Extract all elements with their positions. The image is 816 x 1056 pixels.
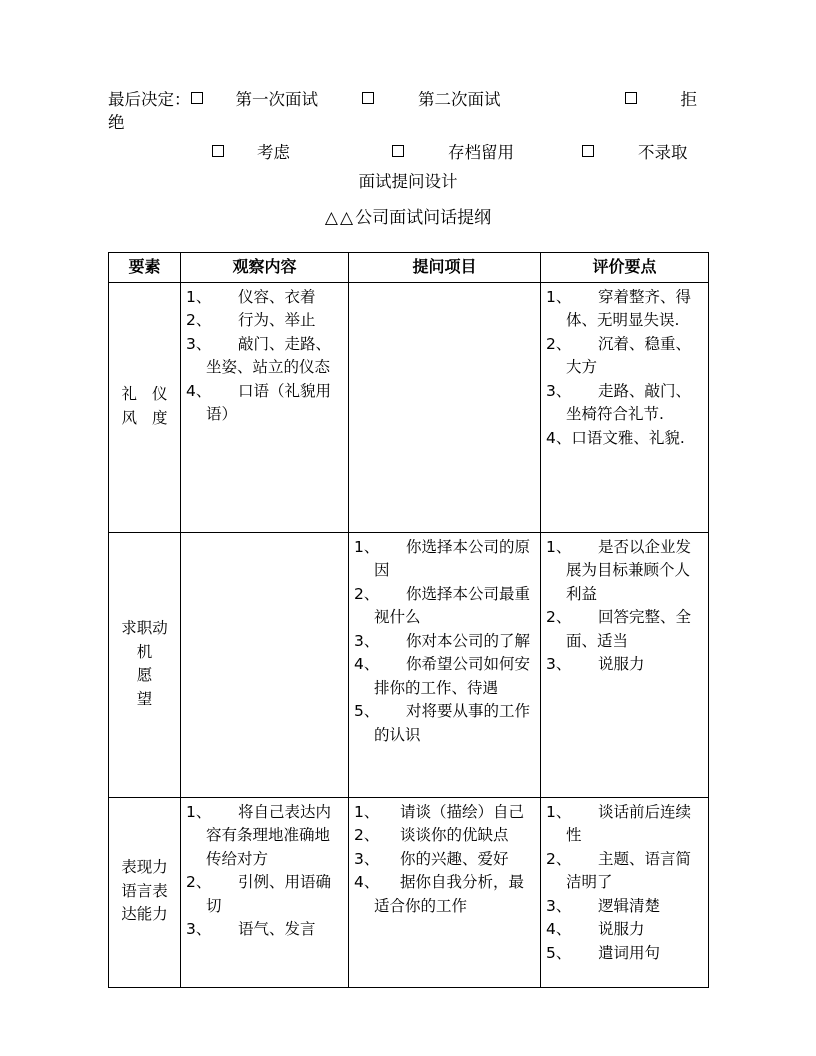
decision-row-2 <box>212 141 712 164</box>
decision-row-1-wrap <box>108 111 708 134</box>
questions-list <box>354 801 535 919</box>
questions-list <box>354 536 535 748</box>
document-subtitle-text: 公司面试问话提纲 <box>355 208 492 228</box>
list-item <box>546 333 703 380</box>
list-item-text: 回答完整、全面、适当 <box>566 608 692 650</box>
list-item <box>546 606 703 653</box>
table-row <box>109 282 709 532</box>
list-item-number: 1、 <box>354 537 380 556</box>
list-item <box>186 871 343 918</box>
evaluation-list <box>546 801 703 966</box>
list-item-number: 3、 <box>354 631 380 650</box>
cell-questions-2 <box>349 532 541 797</box>
cell-evaluation-3 <box>541 797 709 987</box>
list-item <box>354 824 535 848</box>
list-item-text: 说服力 <box>598 920 645 938</box>
list-item <box>546 848 703 895</box>
cell-element-2 <box>109 532 181 797</box>
list-item <box>354 653 535 700</box>
list-item-text: 据你自我分析，最适合你的工作 <box>374 873 525 915</box>
list-item <box>546 942 703 966</box>
list-item <box>546 380 703 427</box>
list-item-text: 敲门、走路、坐姿、站立的仪态 <box>206 334 332 376</box>
list-item-text: 请谈（描绘）自己 <box>400 802 525 821</box>
list-item-number: 4、 <box>546 428 572 447</box>
decision-option-second-interview: 第二次面试 <box>418 90 501 109</box>
list-item <box>354 536 535 583</box>
cell-evaluation-1 <box>541 282 709 532</box>
evaluation-list <box>546 286 703 451</box>
list-item-text: 你对本公司的了解 <box>406 631 531 650</box>
element-label-line: 风 度 <box>121 408 173 427</box>
list-item-number: 1、 <box>354 802 380 821</box>
list-item <box>354 871 535 918</box>
table-body <box>109 282 709 987</box>
list-item-number: 2、 <box>186 873 212 891</box>
decision-option-reject: 拒 <box>680 90 697 109</box>
list-item-number: 3、 <box>546 655 572 673</box>
list-item-number: 4、 <box>354 655 380 673</box>
checkbox-not-hired[interactable] <box>582 145 594 157</box>
triangle-placeholder-icon-2: △ <box>340 208 354 228</box>
list-item-text: 谈话前后连续性 <box>566 802 692 844</box>
element-label-line: 机 <box>136 642 153 661</box>
decision-option-first-interview: 第一次面试 <box>235 90 318 109</box>
cell-evaluation-2 <box>541 532 709 797</box>
list-item-text: 你希望公司如何安排你的工作、待遇 <box>374 655 531 697</box>
list-item <box>354 700 535 747</box>
document-title: 面试提问设计 <box>358 172 458 191</box>
list-item <box>546 801 703 848</box>
list-item-number: 1、 <box>546 287 572 306</box>
list-item-text: 将自己表达内容有条理地准确地传给对方 <box>206 802 332 868</box>
triangle-placeholder-icon-1: △ <box>324 208 338 228</box>
list-item <box>546 286 703 333</box>
list-item-text: 语气、发言 <box>238 920 316 938</box>
checkbox-reject[interactable] <box>625 92 637 104</box>
cell-questions-3 <box>349 797 541 987</box>
list-item <box>186 286 343 310</box>
decision-option-consider: 考虑 <box>257 143 290 162</box>
column-header-observation: 观察内容 <box>181 253 349 283</box>
list-item <box>354 583 535 630</box>
list-item-number: 2、 <box>186 311 212 329</box>
list-item-number: 2、 <box>354 826 380 844</box>
document-subtitle <box>0 206 816 230</box>
list-item <box>354 801 535 825</box>
list-item <box>186 380 343 427</box>
list-item-text: 走路、敲门、坐椅符合礼节. <box>566 381 692 423</box>
list-item-text: 穿着整齐、得体、无明显失误. <box>566 287 692 329</box>
list-item <box>546 427 703 451</box>
table-row <box>109 797 709 987</box>
checkbox-first-interview[interactable] <box>191 92 203 104</box>
list-item <box>354 630 535 654</box>
list-item-number: 5、 <box>546 943 572 962</box>
cell-observation-1 <box>181 282 349 532</box>
table-header-row <box>109 253 709 283</box>
list-item-text: 说服力 <box>598 655 645 673</box>
list-item <box>186 333 343 380</box>
column-header-evaluation: 评价要点 <box>541 253 709 283</box>
element-label-line: 礼 仪 <box>121 385 173 403</box>
element-label-line: 表现力 <box>121 858 168 877</box>
list-item-text: 遣词用句 <box>598 943 661 962</box>
list-item <box>186 309 343 333</box>
list-item-text: 对将要从事的工作的认识 <box>374 702 531 744</box>
list-item-text: 你选择本公司的原因 <box>374 537 531 579</box>
list-item <box>546 895 703 919</box>
cell-observation-2 <box>181 532 349 797</box>
list-item-number: 3、 <box>186 920 212 938</box>
element-label-line: 求职动 <box>121 619 168 637</box>
list-item-text: 是否以企业发展为目标兼顾个人利益 <box>566 537 692 603</box>
list-item <box>546 653 703 677</box>
column-header-questions: 提问项目 <box>349 253 541 283</box>
evaluation-list <box>546 536 703 677</box>
list-item-number: 4、 <box>354 873 380 891</box>
list-item-text: 口语（礼貌用语） <box>206 381 332 423</box>
final-decision-block <box>108 88 708 134</box>
table-row <box>109 532 709 797</box>
checkbox-second-interview[interactable] <box>362 92 374 104</box>
list-item-number: 2、 <box>546 608 572 626</box>
list-item-number: 2、 <box>546 849 572 868</box>
cell-element-3 <box>109 797 181 987</box>
final-decision-label: 最后决定： <box>108 90 191 109</box>
cell-element-1 <box>109 282 181 532</box>
list-item-number: 1、 <box>546 537 572 556</box>
list-item <box>354 848 535 872</box>
list-item-number: 2、 <box>546 334 572 353</box>
list-item-number: 3、 <box>354 849 380 868</box>
list-item-number: 2、 <box>354 584 380 603</box>
list-item-text: 口语文雅、礼貌. <box>571 428 685 447</box>
checkbox-archive[interactable] <box>392 145 404 157</box>
list-item-text: 谈谈你的优缺点 <box>400 826 509 844</box>
decision-row-1 <box>108 88 708 111</box>
list-item <box>546 536 703 607</box>
list-item-text: 你的兴趣、爱好 <box>400 849 509 868</box>
list-item-text: 仪容、衣着 <box>238 287 316 306</box>
list-item-text: 主题、语言简洁明了 <box>566 849 692 891</box>
element-label-line: 达能力 <box>121 905 168 924</box>
list-item-number: 1、 <box>186 287 212 306</box>
list-item <box>546 918 703 942</box>
list-item-number: 4、 <box>186 381 212 400</box>
list-item-number: 1、 <box>186 802 212 821</box>
list-item-text: 逻辑清楚 <box>598 896 661 915</box>
element-label-line: 语言表 <box>121 881 168 900</box>
observation-list <box>186 286 343 427</box>
decision-option-archive: 存档留用 <box>448 143 514 162</box>
decision-option-reject-wrap: 绝 <box>108 113 125 132</box>
list-item-number: 3、 <box>546 896 572 915</box>
list-item-text: 沉着、稳重、大方 <box>566 334 692 376</box>
cell-questions-1 <box>349 282 541 532</box>
observation-list <box>186 801 343 942</box>
list-item <box>186 801 343 872</box>
list-item-text: 引例、用语确切 <box>206 873 332 915</box>
list-item <box>186 918 343 942</box>
column-header-element: 要素 <box>109 253 181 283</box>
list-item-text: 你选择本公司最重视什么 <box>374 584 531 626</box>
list-item-number: 4、 <box>546 920 572 938</box>
element-label-line: 望 <box>136 689 153 708</box>
list-item-number: 3、 <box>546 381 572 400</box>
decision-option-not-hired: 不录取 <box>638 143 688 162</box>
list-item-text: 行为、举止 <box>238 311 316 329</box>
cell-observation-3 <box>181 797 349 987</box>
list-item-number: 1、 <box>546 802 572 821</box>
checkbox-consider[interactable] <box>212 145 224 157</box>
interview-outline-table <box>108 252 709 988</box>
list-item-number: 5、 <box>354 702 380 720</box>
list-item-number: 3、 <box>186 334 212 353</box>
element-label-line: 愿 <box>136 666 153 684</box>
